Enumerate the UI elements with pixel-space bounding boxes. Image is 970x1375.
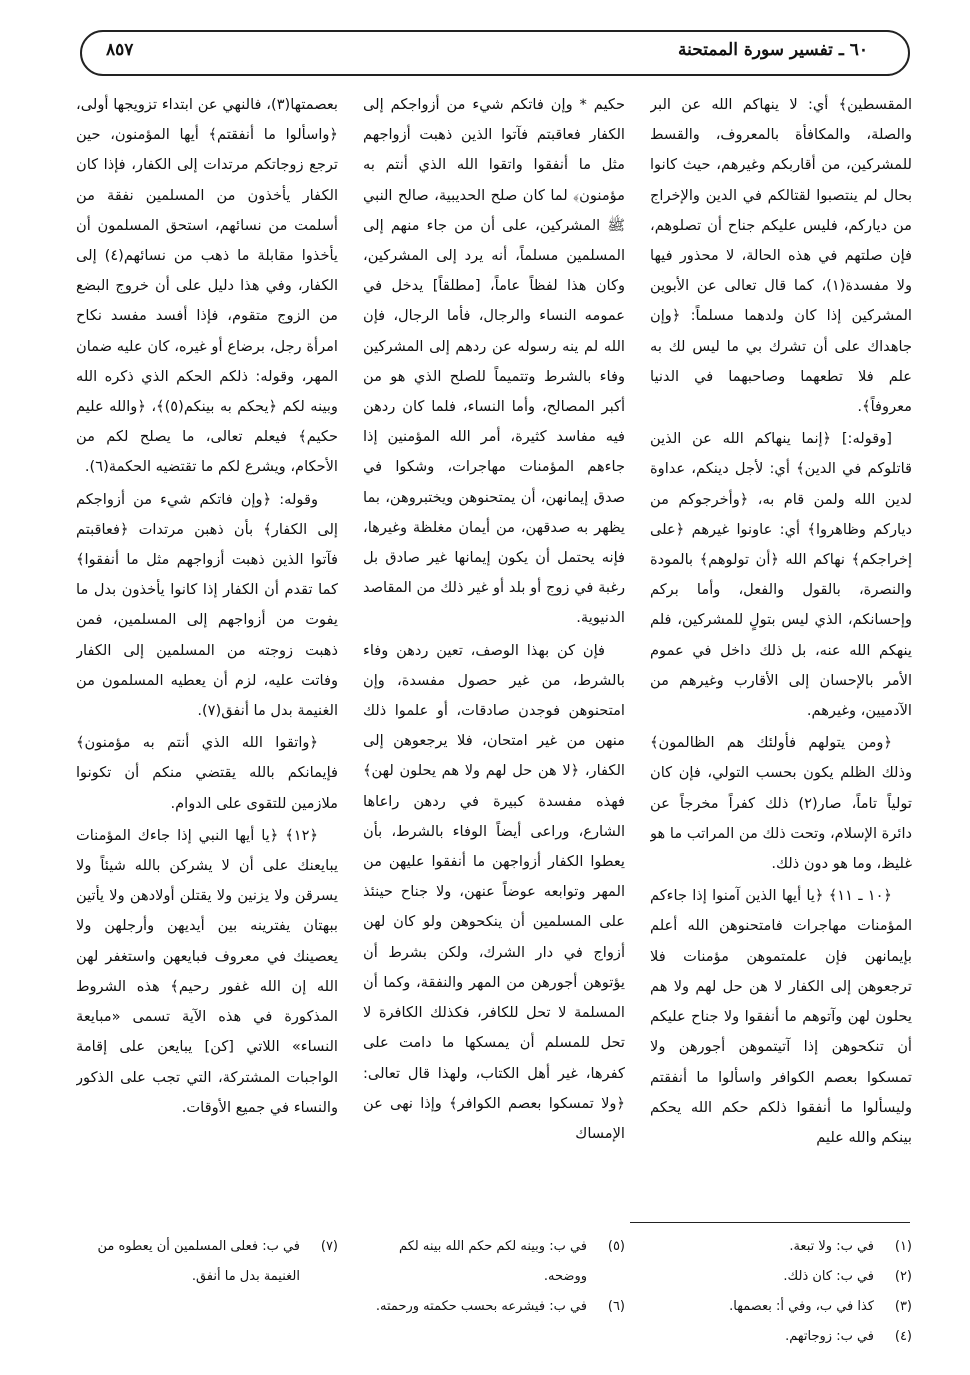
footnote-number: (٥): [607, 1239, 625, 1254]
footnote-number: (٦): [607, 1299, 625, 1314]
footnote: [650, 1292, 912, 1322]
column-left: [76, 90, 338, 1210]
running-title: ٦٠ ـ تفسير سورة الممتحنة: [678, 40, 868, 60]
footnote-text: في ب: ولا تبعة.: [789, 1239, 874, 1254]
footnote: [76, 1232, 338, 1292]
footnotes-column-middle: [363, 1232, 625, 1362]
page-header: [80, 30, 910, 76]
footnote-text: في ب: زوجاتهم.: [785, 1329, 874, 1344]
footnote-text: في ب: فعلى المسلمين أن يعطوه من الغنيمة بدل ما أنفق.: [97, 1239, 300, 1284]
footnote-number: (٧): [320, 1239, 338, 1254]
footnotes-column-left: [76, 1232, 338, 1362]
column-right: [650, 90, 912, 1210]
footnote-number: (٤): [894, 1329, 912, 1344]
paragraph: المقسطين﴾ أي: لا ينهاكم الله عن البر والصلة، والمكافأة بالمعروف، والقسط للمشركين، من أقاربكم وغيرهم، حيث كانوا بحال لم ينتصبوا لقتالكم في الدين والإخراج من دياركم، فليس عليكم جناح أن تصلوهم، فإن صلتهم في هذه الحالة، لا محذور فيها ولا مفسدة(١)، كما قال تعالى عن الأبوين المشركين إذا كان ولدهما مسلماً: ﴿وإن جاهداك على أن تشرك بي ما ليس لك به علم فلا تطعهما وصاحبهما في الدنيا معروفاً﴾.: [650, 96, 912, 416]
footnote-text: في ب: فيشرعه بحسب حكمته ورحمته.: [375, 1299, 587, 1314]
footnote-text: في ب: وبينه لكم حكم الله بينه لكم ووضحه.: [398, 1239, 587, 1284]
footnotes: [76, 1232, 912, 1362]
text-columns: [76, 90, 912, 1210]
footnote: [363, 1292, 625, 1322]
paragraph: فإن كن بهذا الوصف، تعين ردهن وفاء بالشرط، من غير حصول مفسدة، وإن امتحنوهن فوجدن صادقات، أو علموا ذلك منهن من غير امتحان، فلا يرجعوهن إلى الكفار، ﴿لا هن حل لهم ولا هم يحلون لهن﴾ فهذه مفسدة كبيرة في ردهن راعاها الشارع، وراعى أيضاً الوفاء بالشرط، بأن يعطوا الكفار أزواجهن ما أنفقوا عليهن من المهر وتوابعه عوضاً عنهن، ولا جناح حينئذ على المسلمين أن ينكحوهن ولو كان لهن أزواج في دار الشرك، ولكن بشرط أن يؤتوهن أجورهن من المهر والنفقة، وكما أن المسلمة لا تحل للكافر، فكذلك الكافرة لا تحل للمسلم أن يمسكها ما دامت على كفرها، غير أهل الكتاب، ولهذا قال تعالى: ﴿ولا تمسكوا بعصم الكوافر﴾ وإذا نهى عن الإمساك: [363, 641, 625, 1142]
footnote: [650, 1232, 912, 1262]
footnote-number: (٣): [894, 1299, 912, 1314]
footnote: [650, 1262, 912, 1292]
footnote-number: (٢): [894, 1269, 912, 1284]
paragraph: وقوله: ﴿وإن فاتكم شيء من أزواجكم إلى الكفار﴾ بأن ذهبن مرتدات ﴿فعاقبتم فآتوا الذين ذهبت أزواجهم مثل ما أنفقوا﴾ كما تقدم أن الكفار إذا كانوا يأخذون بدل ما يفوت من أزواجهم إلى المسلمين، فمن ذهبت زوجته من المسلمين إلى الكفار وفاتت عليه، لزم أن يعطيه المسلمون من الغنيمة بدل ما أنفق(٧).: [76, 490, 338, 720]
page-number: ٨٥٧: [106, 40, 134, 60]
footnote: [650, 1322, 912, 1352]
column-middle: [363, 90, 625, 1210]
footnotes-column-right: [650, 1232, 912, 1362]
footnote: [363, 1232, 625, 1292]
paragraph: ﴿واتقوا الله الذي أنتم به مؤمنون﴾ فإيمانكم بالله يقتضي منكم أن تكونوا ملازمين للتقوى على الدوام.: [76, 734, 338, 812]
paragraph: [وقوله:] ﴿إنما ينهاكم الله عن الذين قاتلوكم في الدين﴾ أي: لأجل دينكم، عداوة لدين الله ولمن قام به، ﴿وأخرجوكم من دياركم وظاهروا﴾ أي: عاونوا غيرهم ﴿على إخراجكم﴾ نهاكم الله ﴿أن تولوهم﴾ بالمودة والنصرة، بالقول والفعل، وأما بركم وإحسانكم، الذي ليس بتولٍ للمشركين، فلم ينهكم الله عنه، بل ذلك داخل في عموم الأمر بالإحسان إلى الأقارب وغيرهم من الآدميين، وغيرهم.: [650, 430, 912, 720]
footnote-number: (١): [894, 1239, 912, 1254]
paragraph: حكيم * وإن فاتكم شيء من أزواجكم إلى الكفار فعاقبتم فآتوا الذين ذهبت أزواجهم مثل ما أنفقوا واتقوا الله الذي أنتم به مؤمنون﴾ لما كان صلح الحديبية، صالح النبي ﷺ المشركين، على أن من جاء منهم إلى المسلمين مسلماً، أنه يرد إلى المشركين، وكان هذا لفظاً عاماً، [مطلقاً] يدخل في عمومه النساء والرجال، فأما الرجال، فإن الله لم ينه رسوله عن ردهم إلى المشركين وفاء بالشرط وتتميماً للصلح الذي هو من أكبر المصالح، وأما النساء، فلما كان ردهن فيه مفاسد كثيرة، أمر الله المؤمنين إذا جاءهم المؤمنات مهاجرات، وشكوا في صدق إيمانهن، أن يمتحنوهن ويختبروهن، بما يظهر به صدقهن، من أيمان مغلظة وغيرها، فإنه يحتمل أن يكون إيمانها غير صادق بل رغبة في زوج أو بلد أو غير ذلك من المقاصد الدنيوية.: [363, 96, 625, 627]
paragraph: ﴿ومن يتولهم فأولئك هم الظالمون﴾ وذلك الظلم يكون بحسب التولي، فإن كان تولياً تاماً، صار(٢) ذلك كفراً مخرجاً عن دائرة الإسلام، وتحت ذلك من المراتب ما هو غليظ، وما هو دون ذلك.: [650, 734, 912, 873]
footnote-separator: [630, 1222, 910, 1223]
paragraph: ﴿١٠ ـ ١١﴾ ﴿يا أيها الذين آمنوا إذا جاءكم المؤمنات مهاجرات فامتحنوهن الله أعلم بإيمانهن فإن علمتموهن مؤمنات فلا ترجعوهن إلى الكفار لا هن حل لهم ولا هم يحلون لهن وآتوهم ما أنفقوا ولا جناح عليكم أن تنكحوهن إذا آتيتموهن أجورهن ولا تمسكوا بعصم الكوافر واسألوا ما أنفقتم وليسألوا ما أنفقوا ذلكم حكم الله يحكم بينكم والله عليم: [650, 887, 912, 1146]
footnote-text: كذا في ب، وفي أ: بعصمها.: [729, 1299, 874, 1314]
paragraph: ﴿١٢﴾ ﴿يا أيها النبي إذا جاءك المؤمنات يبايعنك على أن لا يشركن بالله شيئاً ولا يسرقن ولا يزنين ولا يقتلن أولادهن ولا يأتين ببهتان يفترينه بين أيديهن وأرجلهن ولا يعصينك في معروف فبايعهن واستغفر لهن الله إن الله غفور رحيم﴾ هذه الشروط المذكورة في هذه الآية تسمى «مبايعة النساء» اللاتي [كن] يبايعن على إقامة الواجبات المشتركة، التي تجب على الذكور والنساء في جميع الأوقات.: [76, 826, 338, 1116]
footnote-text: في ب: كان ذلك.: [783, 1269, 874, 1284]
paragraph: بعصمتها(٣)، فالنهي عن ابتداء تزويجها أولى، ﴿واسألوا ما أنفقتم﴾ أيها المؤمنون، حين ترجع زوجاتكم مرتدات إلى الكفار، فإذا كان الكفار يأخذون من المسلمين نفقة من أسلمت من نسائهم، استحق المسلمون أن يأخذوا مقابلة ما ذهب من نسائهم(٤) إلى الكفار، وفي هذا دليل على أن خروج البضع من الزوج متقوم، فإذا أفسد مفسد نكاح امرأة رجل، برضاع أو غيره، كان عليه ضمان المهر، وقوله: ذلكم الحكم الذي ذكره الله وبينه لكم ﴿يحكم به بينكم(٥)﴾، ﴿والله عليم حكيم﴾ فيعلم تعالى، ما يصلح لكم من الأحكام، ويشرع لكم ما تقتضيه الحكمة(٦).: [76, 96, 338, 476]
